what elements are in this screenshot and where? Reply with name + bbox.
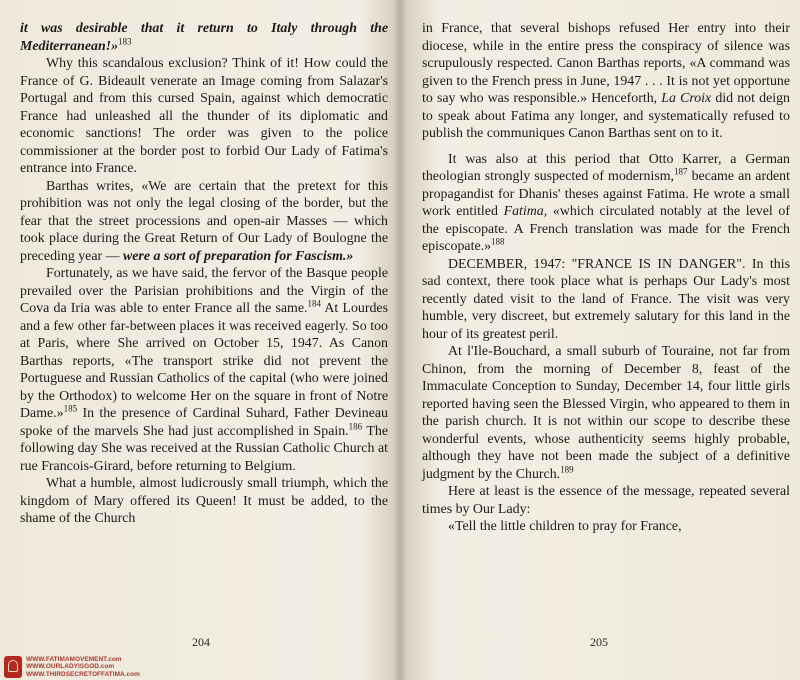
paragraph: Here at least is the essence of the message, repeated several times by Our Lady:: [422, 484, 790, 517]
shield-logo-icon: [4, 656, 22, 678]
watermark: [4, 656, 140, 679]
paragraph: Barthas writes, «We are certain that the pretext for this prohibition was not only the legal closing of the border, but the fear that the street processions and open-air Masses — which took place during the Great Return of Our Lady of Boulogne the preceding year — were a sort of preparation for Fascism.»: [20, 178, 388, 264]
paragraph-continuation: in France, that several bishops refused Her entry into their diocese, while in the entire press the conspiracy of silence was scrupulously respected. Canon Barthas reports, «A command was given to the French press in June, 1947 . . . It is not yet opportune to say who was responsible.» Henceforth, La Croix did not deign to speak about Fatima any longer, and systematically refused to publish the communiques Canon Barthas sent on to it.: [422, 21, 790, 141]
paragraph: DECEMBER, 1947: "FRANCE IS IN DANGER". In this sad context, there took place what is perhaps Our Lady's most recently dated visit to the land of France. The visit was very humble, very discreet, but extremely salutary for this land in the hour of its greatest peril.: [422, 256, 790, 342]
paragraph: At l'Ile-Bouchard, a small suburb of Touraine, not far from Chinon, from the morning of December 8, feast of the Immaculate Conception to Sunday, December 14, four little girls reported having seen the Blessed Virgin, who appeared to them in the parish church. It is not within our scope to describe these wonderful events, whose authenticity seems highly probable, although they have not been made the subject of a definitive judgment by the Church.$^{189}$: [422, 344, 790, 482]
paragraph: It was also at this period that Otto Karrer, a German theologian strongly suspected of modernism,$^{187}$ became an ardent propagandist for Dhanis' theses against Fatima. He wrote a small work entitled Fatima, «which circulated notably at the level of the episcopate. A French translation was made for the French episcopate.»$^{188}$: [422, 151, 790, 254]
page-number: 204: [192, 635, 210, 649]
page-number: 205: [590, 635, 608, 649]
paragraph: «Tell the little children to pray for France,: [448, 519, 682, 534]
right-page-text: [422, 20, 790, 536]
paragraph-continuation: it was desirable that it return to Italy through the Mediterranean!»$^{183}$: [20, 21, 388, 54]
paragraph: What a humble, almost ludicrously small triumph, which the kingdom of Mary offered its Queen! It must be added, to the shame of the Church: [20, 476, 388, 526]
watermark-urls: WWW.FATIMAMOVEMENT.com WWW.OURLADYISGOD.com WWW.THIRDSECRETOFFATIMA.com: [26, 655, 140, 678]
paragraph: Fortunately, as we have said, the fervor of the Basque people prevailed over the Parisian prohibitions and the Virgin of the Cova da Iria was able to enter France all the same.$^{184}$ At Lourdes and a few other far-between places it was received eagerly. So too at Paris, where She arrived on October 15, 1947. As Canon Barthas reports, «The transport strike did not prevent the Portuguese and Russian Catholics of the capital (who were joined by the Orthodox) to welcome Her on the square in front of Notre Dame.»$^{185}$ In the presence of Cardinal Suhard, Father Devineau spoke of the marvels She had just accomplished in Spain.$^{186}$ The following day She was received at the Russian Catholic Church at rue Francois-Girard, before returning to Belgium.: [20, 266, 388, 474]
paragraph: Why this scandalous exclusion? Think of it! How could the France of G. Bideault venerate an Image coming from Salazar's Portugal and from this cursed Spain, against which democratic France had unleashed all the thunder of its diplomatic and economic sanctions! The order was given to the police commissioner at the border post to forbid Our Lady of Fatima's entrance into France.: [20, 56, 388, 176]
right-page: [400, 0, 800, 680]
left-page-text: [20, 20, 388, 528]
